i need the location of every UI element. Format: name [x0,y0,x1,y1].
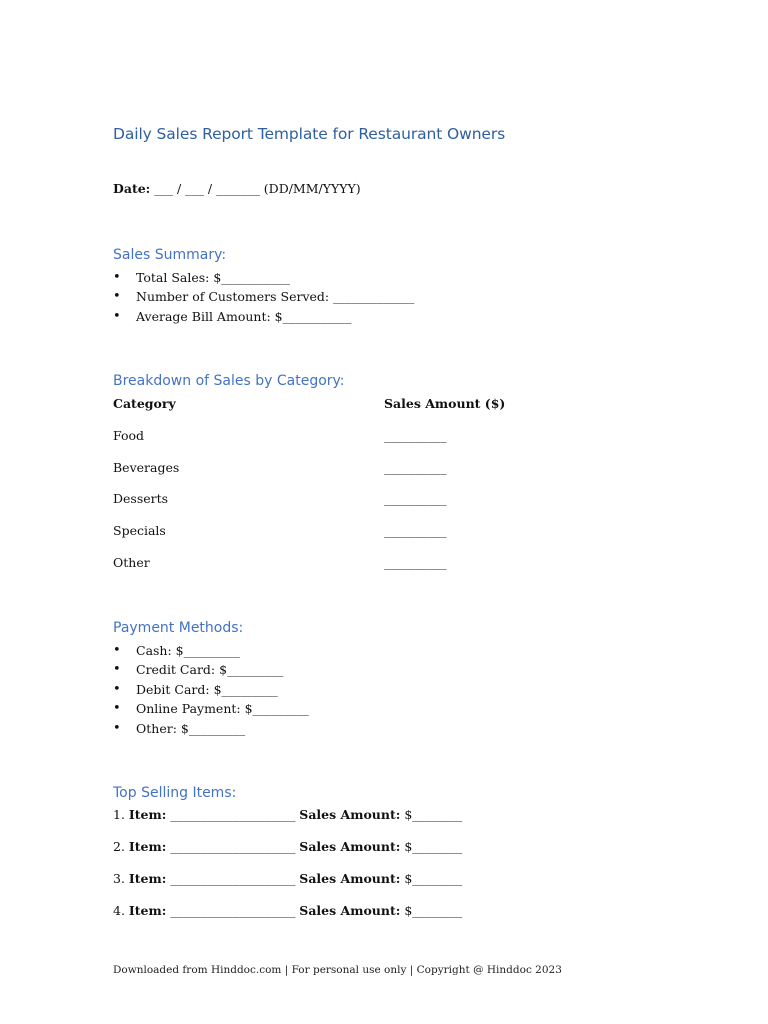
sales-amount-blank: $________ [400,807,463,822]
top-selling-row [113,807,462,822]
item-label: Item: [128,871,167,886]
date-label: Date: [113,181,151,196]
item-label: Item: [128,839,167,854]
top-selling-row [113,903,462,918]
item-number: 4. [113,903,125,918]
sales-amount-blank: $________ [400,903,463,918]
item-number: 1. [113,807,125,822]
sales-amount-label: Sales Amount: [299,807,401,822]
list-item: • Credit Card: $_________ [113,660,309,679]
list-item: • Number of Customers Served: _____________ [113,287,414,306]
sales-amount-blank: $________ [400,871,463,886]
category-column-header: Category [113,396,176,411]
list-item: • Cash: $_________ [113,641,309,660]
sales-amount-label: Sales Amount: [299,839,401,854]
payment-methods-list [113,641,309,738]
top-selling-row [113,839,462,854]
sales-summary-heading: Sales Summary: [113,247,227,263]
payment-methods-heading: Payment Methods: [113,620,244,636]
item-blank: ____________________ [166,871,300,886]
date-line [113,181,361,196]
list-item: • Online Payment: $_________ [113,699,309,718]
item-blank: ____________________ [166,807,300,822]
item-number: 2. [113,839,125,854]
sales-amount-label: Sales Amount: [299,903,401,918]
item-number: 3. [113,871,125,886]
category-cell: Specials [113,523,166,538]
document-title: Daily Sales Report Template for Restaurant Owners [113,125,506,143]
list-item: • Debit Card: $_________ [113,680,309,699]
item-label: Item: [128,807,167,822]
amount-column-header: Sales Amount ($) [384,396,506,411]
date-value: ___ / ___ / _______ (DD/MM/YYYY) [150,181,361,196]
sales-amount-blank: $________ [400,839,463,854]
category-cell: Other [113,555,150,570]
amount-cell: __________ [384,428,447,443]
sales-amount-label: Sales Amount: [299,871,401,886]
amount-cell: __________ [384,555,447,570]
category-cell: Beverages [113,460,180,475]
amount-cell: __________ [384,523,447,538]
amount-cell: __________ [384,460,447,475]
page-footer: Downloaded from Hinddoc.com | For personal use only | Copyright @ Hinddoc 2023 [113,964,562,976]
amount-cell: __________ [384,491,447,506]
list-item: • Total Sales: $___________ [113,268,414,287]
item-blank: ____________________ [166,903,300,918]
top-selling-heading: Top Selling Items: [113,785,237,801]
category-cell: Food [113,428,145,443]
sales-summary-list [113,268,414,326]
top-selling-row [113,871,462,886]
breakdown-heading: Breakdown of Sales by Category: [113,373,345,389]
item-label: Item: [128,903,167,918]
item-blank: ____________________ [166,839,300,854]
list-item: • Other: $_________ [113,719,309,738]
list-item: • Average Bill Amount: $___________ [113,307,414,326]
category-cell: Desserts [113,491,169,506]
